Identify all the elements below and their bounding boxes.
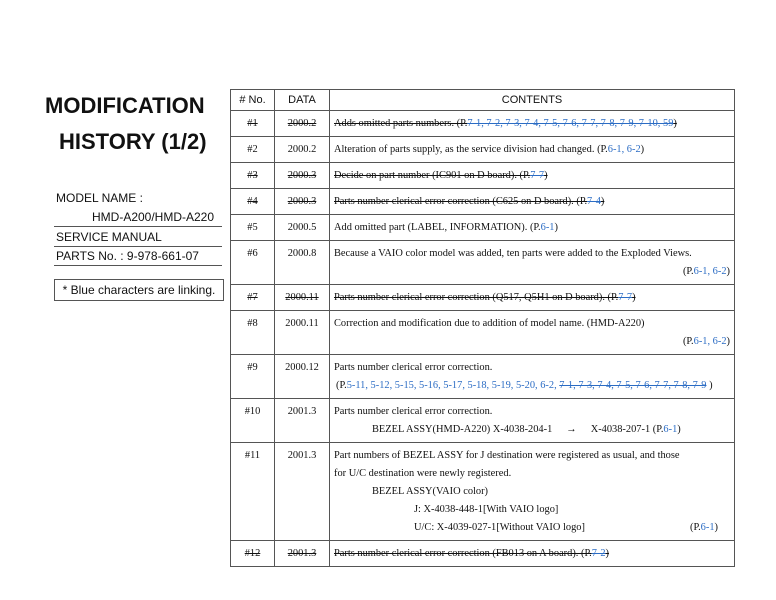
content-line bbox=[334, 115, 730, 133]
row-date: 2000.12 bbox=[275, 355, 330, 399]
content-line bbox=[334, 421, 730, 439]
content-text: ) bbox=[544, 170, 548, 181]
model-name-value: HMD-A200/HMD-A220 bbox=[92, 210, 215, 224]
modification-history-table bbox=[230, 89, 735, 567]
page-reference bbox=[690, 519, 730, 537]
content-text: Add omitted part (LABEL, INFORMATION). (P. bbox=[334, 222, 541, 233]
content-text: ) bbox=[726, 336, 730, 347]
content-line bbox=[334, 483, 730, 501]
content-text: (P. bbox=[336, 380, 347, 391]
content-line bbox=[334, 403, 730, 421]
row-number: #5 bbox=[231, 215, 275, 241]
row-date: 2000.11 bbox=[275, 285, 330, 311]
row-date: 2000.8 bbox=[275, 241, 330, 285]
row-number: #3 bbox=[231, 163, 275, 189]
row-contents bbox=[330, 111, 735, 137]
page-link[interactable]: 7-1, 7-2, 7-3, 7-4, 7-5, 7-6, 7-7, 7-8, 7-9, 7-10, 59 bbox=[467, 118, 674, 129]
arrow-symbol: → bbox=[566, 424, 577, 435]
table-row bbox=[231, 541, 735, 567]
parts-number: PARTS No. : 9-978-661-07 bbox=[56, 249, 199, 263]
content-line bbox=[334, 501, 730, 519]
content-text: BEZEL ASSY(VAIO color) bbox=[372, 486, 489, 497]
content-text: Parts number clerical error correction. bbox=[334, 406, 493, 417]
divider bbox=[54, 246, 222, 247]
blue-characters-note: * Blue characters are linking. bbox=[54, 279, 224, 301]
row-number: #7 bbox=[231, 285, 275, 311]
content-text: Part numbers of BEZEL ASSY for J destination were registered as usual, and those bbox=[334, 450, 680, 461]
row-date: 2000.2 bbox=[275, 111, 330, 137]
row-number: #2 bbox=[231, 137, 275, 163]
page-link[interactable]: 7-4 bbox=[587, 196, 601, 207]
title-line-2: HISTORY (1/2) bbox=[59, 129, 207, 154]
content-text: for U/C destination were newly registered. bbox=[334, 468, 512, 479]
table-row bbox=[231, 443, 735, 541]
page-link[interactable]: 6-1, 6-2 bbox=[693, 336, 727, 347]
model-name-label: MODEL NAME : bbox=[56, 191, 143, 205]
table-row bbox=[231, 355, 735, 399]
content-text: (P. bbox=[682, 336, 694, 347]
content-line bbox=[334, 465, 730, 483]
page-link[interactable]: 7-2 bbox=[591, 548, 606, 559]
content-text: U/C: X-4039-027-1[Without VAIO logo] bbox=[414, 522, 585, 533]
content-text: Alteration of parts supply, as the service division had changed. (P. bbox=[334, 144, 608, 155]
page-link[interactable]: 5-11, 5-12, 5-15, 5-16, 5-17, 5-18, 5-19, 5-20, 6-2, bbox=[346, 380, 560, 391]
page-link[interactable]: 7-7 bbox=[530, 170, 545, 181]
content-line bbox=[334, 289, 730, 307]
content-line bbox=[334, 193, 730, 211]
content-text: ) bbox=[605, 548, 610, 559]
row-contents bbox=[330, 189, 735, 215]
content-text: ) bbox=[726, 266, 730, 277]
row-contents bbox=[330, 443, 735, 541]
divider bbox=[54, 226, 222, 227]
row-number: #11 bbox=[231, 443, 275, 541]
table-header-row bbox=[231, 90, 735, 111]
table-row bbox=[231, 311, 735, 355]
row-number: #8 bbox=[231, 311, 275, 355]
table-row bbox=[231, 215, 735, 241]
table-row bbox=[231, 399, 735, 443]
content-text: ) bbox=[600, 196, 605, 207]
content-text: Parts number clerical error correction. bbox=[334, 362, 493, 373]
content-line bbox=[334, 219, 730, 237]
content-text: Parts number clerical error correction (Q517, Q5H1 on D board). (P. bbox=[334, 292, 619, 303]
row-number: #10 bbox=[231, 399, 275, 443]
table-row bbox=[231, 163, 735, 189]
row-date: 2000.3 bbox=[275, 163, 330, 189]
content-line bbox=[334, 167, 730, 185]
column-header-data: DATA bbox=[275, 90, 330, 111]
content-text: ) bbox=[554, 222, 558, 233]
row-number: #9 bbox=[231, 355, 275, 399]
row-contents bbox=[330, 241, 735, 285]
row-contents bbox=[330, 355, 735, 399]
content-line bbox=[334, 377, 730, 395]
row-contents bbox=[330, 215, 735, 241]
row-contents bbox=[330, 399, 735, 443]
content-line bbox=[334, 315, 730, 333]
column-header-number: # No. bbox=[231, 90, 275, 111]
column-header-contents: CONTENTS bbox=[330, 90, 735, 111]
page-link[interactable]: 6-1, 6-2 bbox=[693, 266, 727, 277]
content-line bbox=[334, 245, 730, 263]
content-text: Decide on part number (IC901 on D board). (P. bbox=[334, 170, 531, 181]
table-row bbox=[231, 189, 735, 215]
row-number: #6 bbox=[231, 241, 275, 285]
content-line bbox=[334, 141, 730, 159]
row-date: 2000.3 bbox=[275, 189, 330, 215]
row-contents bbox=[330, 541, 735, 567]
page-link[interactable]: 6-1, 6-2 bbox=[607, 144, 641, 155]
table-row bbox=[231, 285, 735, 311]
content-text: ) bbox=[706, 380, 713, 391]
row-contents bbox=[330, 311, 735, 355]
content-text: (P. bbox=[689, 522, 701, 533]
row-date: 2000.5 bbox=[275, 215, 330, 241]
row-number: #4 bbox=[231, 189, 275, 215]
table-row bbox=[231, 137, 735, 163]
page-link[interactable]: 6-1 bbox=[540, 222, 555, 233]
content-text: Because a VAIO color model was added, ten parts were added to the Exploded Views. bbox=[334, 248, 692, 259]
content-text: ) bbox=[632, 292, 636, 303]
row-date: 2001.3 bbox=[275, 399, 330, 443]
row-contents bbox=[330, 285, 735, 311]
content-text: (P. bbox=[682, 266, 694, 277]
page-link[interactable]: 6-1 bbox=[700, 522, 715, 533]
row-contents bbox=[330, 137, 735, 163]
row-date: 2000.11 bbox=[275, 311, 330, 355]
table-row bbox=[231, 111, 735, 137]
service-manual-label: SERVICE MANUAL bbox=[56, 230, 162, 244]
row-contents bbox=[330, 163, 735, 189]
content-line bbox=[334, 359, 730, 377]
content-line bbox=[334, 447, 730, 465]
title-line-1: MODIFICATION bbox=[45, 93, 205, 118]
content-text: Parts number clerical error correction (C625 on D board). (P. bbox=[334, 196, 588, 207]
content-text: BEZEL ASSY(HMD-A220) X-4038-204-1 bbox=[372, 424, 553, 435]
divider bbox=[54, 265, 222, 266]
content-text: Correction and modification due to addition of model name. (HMD-A220) bbox=[334, 318, 645, 329]
row-date: 2001.3 bbox=[275, 541, 330, 567]
row-number: #1 bbox=[231, 111, 275, 137]
row-date: 2001.3 bbox=[275, 443, 330, 541]
content-line bbox=[334, 545, 730, 563]
content-text: ) bbox=[640, 144, 645, 155]
content-line bbox=[334, 519, 730, 537]
table-row bbox=[231, 241, 735, 285]
row-date: 2000.2 bbox=[275, 137, 330, 163]
page-link[interactable]: 6-1 bbox=[663, 424, 678, 435]
page-link[interactable]: 7-7 bbox=[618, 292, 633, 303]
content-text: J: X-4038-448-1[With VAIO logo] bbox=[414, 504, 559, 515]
content-text: Adds omitted parts numbers. (P. bbox=[334, 118, 468, 129]
page-link[interactable]: 7-1, 7-3, 7-4, 7-5, 7-6, 7-7, 7-8, 7-9 bbox=[559, 380, 707, 391]
row-number: #12 bbox=[231, 541, 275, 567]
content-text: ) bbox=[673, 118, 677, 129]
content-text: Parts number clerical error correction (FB013 on A board). (P. bbox=[334, 548, 592, 559]
content-text: ) bbox=[714, 522, 718, 533]
content-text: ) bbox=[677, 424, 681, 435]
content-line bbox=[334, 263, 730, 281]
content-line bbox=[334, 333, 730, 351]
content-text: X-4038-207-1 (P. bbox=[590, 424, 664, 435]
